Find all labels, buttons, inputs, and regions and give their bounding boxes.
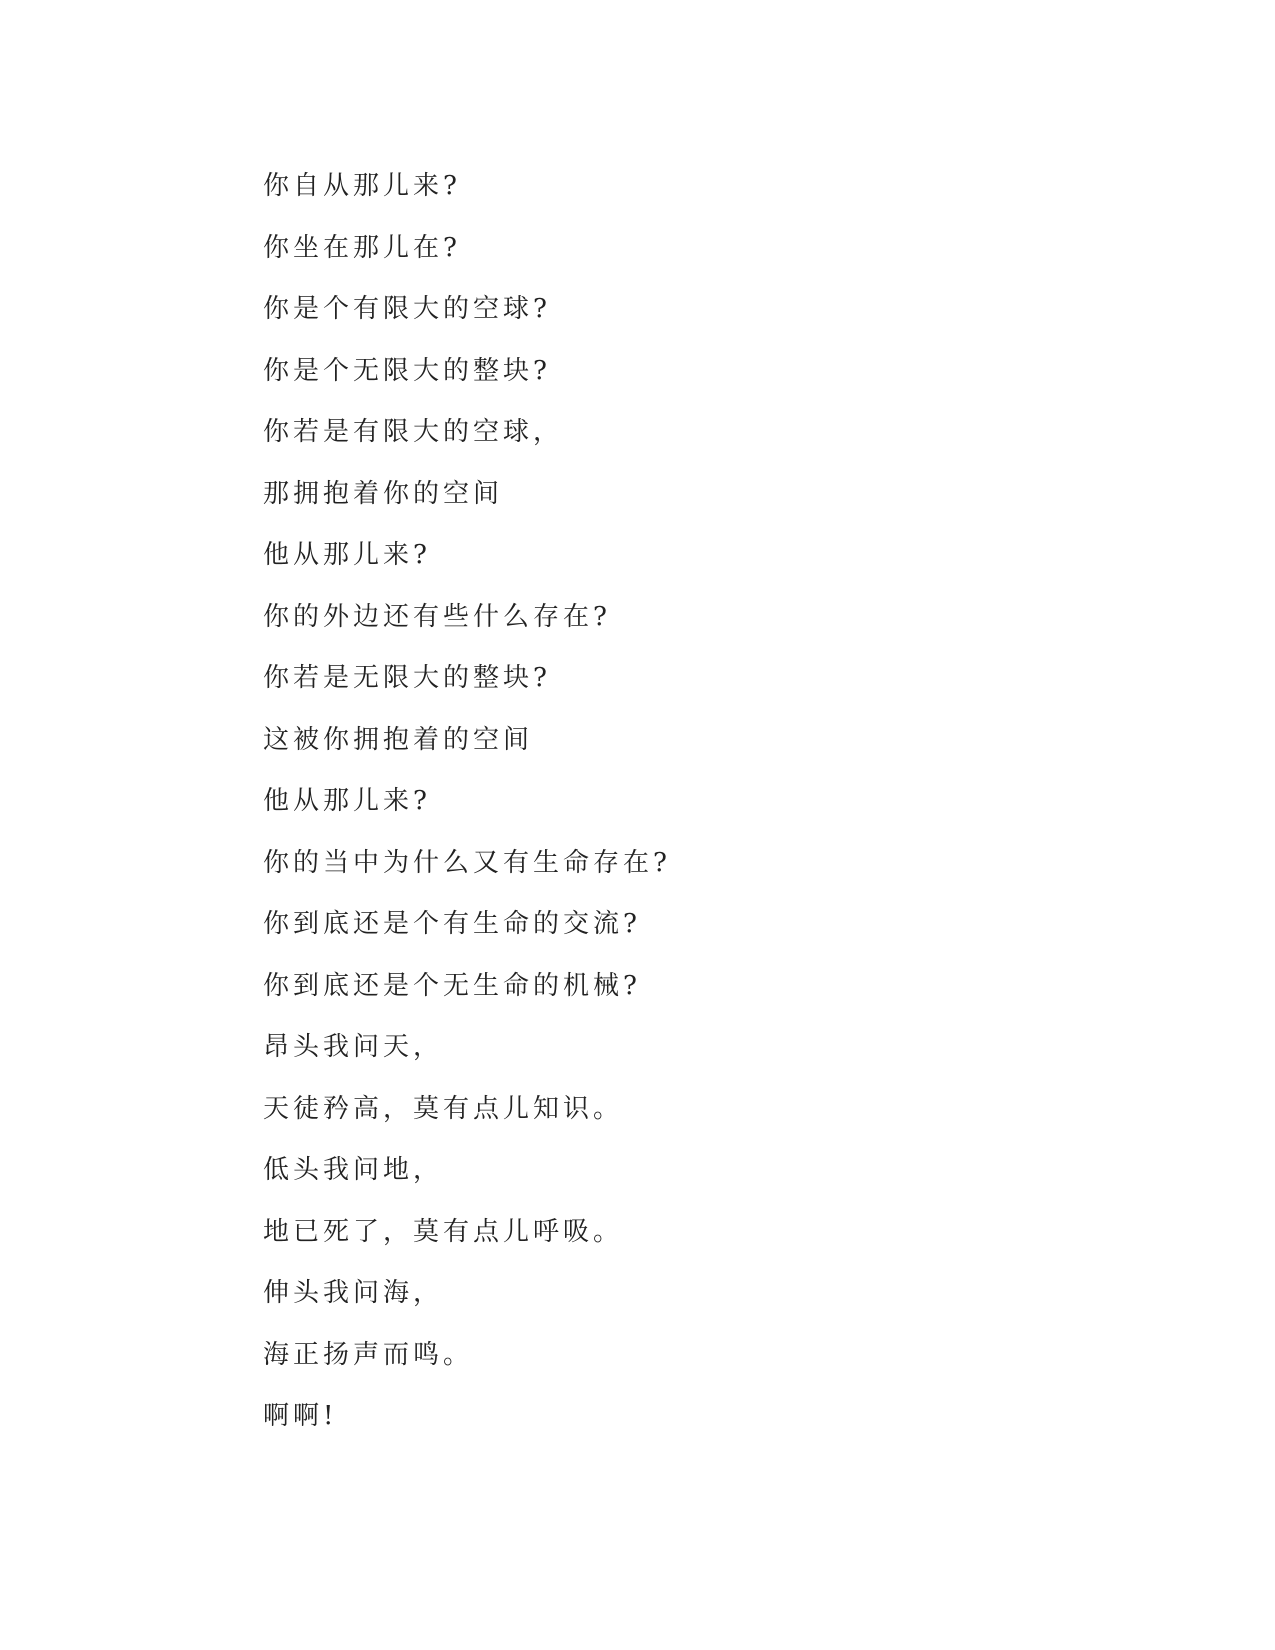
poem-line: 这被你拥抱着的空间 (263, 724, 534, 755)
poem-line: 你的当中为什么又有生命存在? (263, 847, 671, 878)
poem-line: 他从那儿来? (263, 540, 431, 570)
poem-line: 天徒矜高，莫有点儿知识。 (263, 1093, 624, 1124)
poem-line: 你是个无限大的整块? (263, 355, 551, 386)
poem-line: 你是个有限大的空球? (263, 294, 551, 324)
poem-line: 你坐在那儿在? (263, 232, 461, 263)
poem-line: 低头我问地， (263, 1155, 444, 1185)
poem-line: 伸头我问海， (263, 1278, 444, 1308)
poem-line: 海正扬声而鸣。 (263, 1339, 474, 1370)
poem-line: 你到底还是个有生命的交流? (263, 909, 641, 939)
poem-line: 那拥抱着你的空间 (263, 478, 504, 509)
poem-line: 你若是无限大的整块? (263, 663, 551, 693)
poem-line: 他从那儿来? (263, 786, 431, 816)
poem-line: 你若是有限大的空球， (263, 417, 564, 447)
poem-line: 地已死了，莫有点儿呼吸。 (263, 1216, 624, 1247)
poem-line: 昂头我问天， (263, 1032, 444, 1062)
poem-line: 啊啊! (263, 1401, 338, 1431)
poem-line: 你自从那儿来? (263, 171, 461, 201)
poem-text (263, 165, 671, 1457)
poem-line: 你的外边还有些什么存在? (263, 601, 611, 632)
poem-line: 你到底还是个无生命的机械? (263, 970, 641, 1001)
